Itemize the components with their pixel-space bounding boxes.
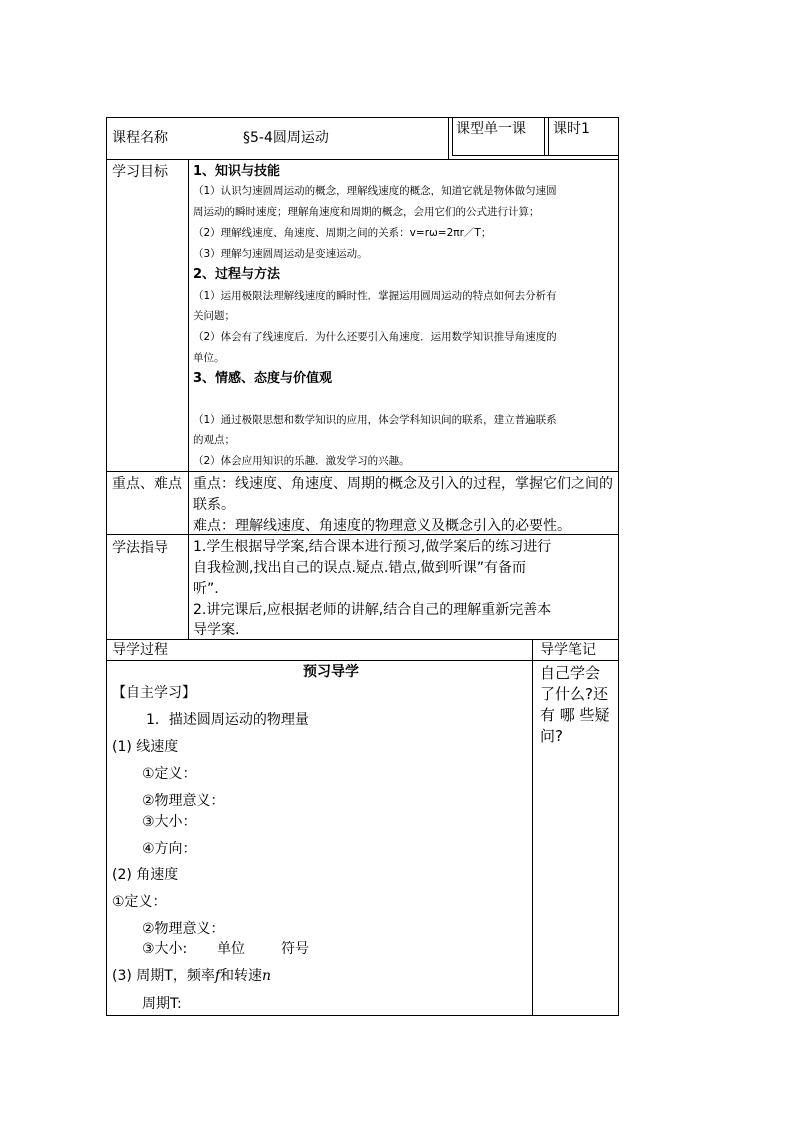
section-title: 预习导学 xyxy=(303,664,359,680)
method-text: 自我检测,找出自己的误点.疑点.错点,做到听课”有备而 xyxy=(193,560,527,576)
method-text: 导学案. xyxy=(193,622,240,638)
keypoints-label: 重点、难点 xyxy=(112,476,182,492)
method-text: 听”. xyxy=(193,581,219,597)
rotation-speed-symbol: n xyxy=(262,968,272,984)
angular-velocity-meaning: ②物理意义： xyxy=(142,921,225,937)
period-heading xyxy=(112,967,271,985)
notes-text: 有 哪 些疑 xyxy=(540,706,610,724)
objective-text: （3）理解匀速圆周运动是变速运动。 xyxy=(193,248,368,260)
objective-text: （2）理解线速度、角速度、周期之间的关系：v=rω=2πr／T； xyxy=(193,227,492,239)
objective-text: 关问题； xyxy=(193,310,235,322)
objective-text: 单位。 xyxy=(193,352,225,364)
period-heading-text-2: 和转速 xyxy=(220,968,263,984)
question-1: 1．描述圆周运动的物理量 xyxy=(146,712,309,728)
angular-velocity-symbol: 符号 xyxy=(281,941,309,957)
linear-velocity-magnitude: ③大小： xyxy=(142,814,197,830)
objective-text: （1）认识匀速圆周运动的概念，理解线速度的概念，知道它就是物体做匀速圆 xyxy=(193,185,557,197)
process-label: 导学过程 xyxy=(112,642,168,658)
objectives-label: 学习目标 xyxy=(112,164,168,180)
method-label: 学法指导 xyxy=(112,540,168,556)
linear-velocity-definition: ①定义： xyxy=(142,766,197,782)
course-title: §5-4圆周运动 xyxy=(243,130,329,146)
course-name-label: 课程名称 xyxy=(112,130,168,146)
objective-text: （2）体会有了线速度后．为什么还要引入角速度．运用数学知识推导角速度的 xyxy=(193,331,557,343)
objective-heading-process: 2、过程与方法 xyxy=(193,267,281,282)
key-point-text: 联系。 xyxy=(193,497,235,513)
method-text: 1.学生根据导学案,结合课本进行预习,做学案后的练习进行 xyxy=(193,539,552,555)
method-text: 2.讲完课后,应根据老师的讲解,结合自己的理解重新完善本 xyxy=(193,602,552,618)
period-label: 周期T: xyxy=(142,996,182,1012)
angular-velocity-magnitude: ③大小: xyxy=(142,941,188,957)
notes-label: 导学笔记 xyxy=(540,642,596,658)
objective-text: 周运动的瞬时速度；理解角速度和周期的概念，会用它们的公式进行计算； xyxy=(193,206,540,218)
frequency-symbol: f xyxy=(214,968,221,984)
angular-velocity-heading: (2) 角速度 xyxy=(112,867,179,883)
notes-text: 了什么?还 xyxy=(540,685,608,703)
notes-text: 自己学会 xyxy=(540,664,601,682)
difficulty-text: 难点：理解线速度、角速度的物理意义及概念引入的必要性。 xyxy=(193,518,571,534)
lesson-type-label: 课型单一课 xyxy=(456,121,526,137)
objective-text: 的观点； xyxy=(193,434,235,446)
angular-velocity-unit: 单位 xyxy=(217,941,245,957)
linear-velocity-heading: (1) 线速度 xyxy=(112,739,179,755)
objective-text: （2）体会应用知识的乐趣．激发学习的兴趣。 xyxy=(193,455,410,467)
linear-velocity-meaning: ②物理意义： xyxy=(142,793,225,809)
period-heading-text: (3) 周期T，频率 xyxy=(112,968,215,984)
self-study-heading: 【自主学习】 xyxy=(112,685,196,701)
notes-text: 问? xyxy=(540,727,563,745)
objective-text: （1）运用极限法理解线速度的瞬时性．掌握运用圆周运动的特点如何去分析有 xyxy=(193,290,557,302)
key-point-text: 重点：线速度、角速度、周期的概念及引入的过程，掌握它们之间的 xyxy=(193,476,613,492)
linear-velocity-direction: ④方向： xyxy=(142,841,197,857)
objective-text: （1）通过极限思想和数学知识的应用，体会学科知识间的联系，建立普遍联系 xyxy=(193,414,557,426)
angular-velocity-definition: ①定义： xyxy=(112,894,167,910)
objective-heading-attitude: 3、情感、态度与价值观 xyxy=(193,371,333,386)
lesson-period-label: 课时1 xyxy=(553,121,590,137)
objective-heading-knowledge: 1、知识与技能 xyxy=(193,164,281,179)
